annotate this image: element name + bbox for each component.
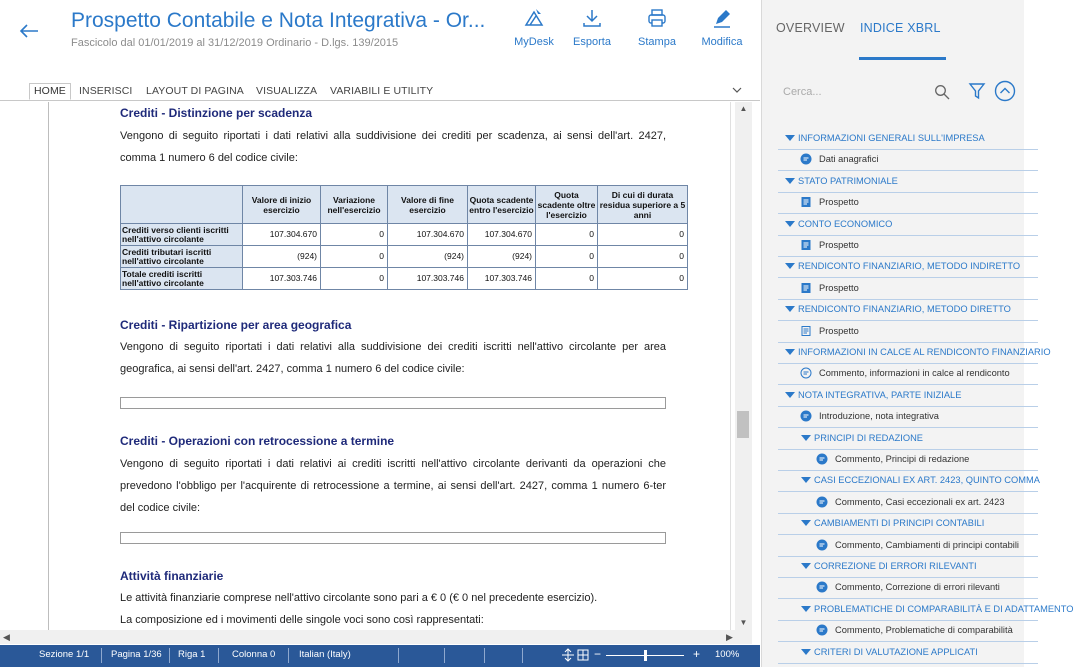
tree-item-label: Prospetto (819, 240, 859, 250)
credits-table (120, 185, 688, 290)
status-separator (218, 648, 219, 663)
section-paragraph: Vengono di seguito riportati i dati relativi ai crediti iscritti nell'attivo circolante derivanti da operazioni che prevedono l'obbligo per l'acquirente di retrocessione a termine, ai sensi dell'art. 2427, comma 1 numero 6-ter del codice civile: (120, 458, 666, 514)
download-icon (580, 6, 604, 30)
table-cell: 107.303.746 (468, 268, 536, 290)
page-left-border (48, 102, 49, 630)
document-editor[interactable] (0, 102, 752, 630)
tree-group-item[interactable] (778, 299, 1038, 321)
table-cell: 107.304.670 (388, 224, 468, 246)
status-separator (169, 648, 170, 663)
comment-icon (816, 581, 828, 593)
scroll-left-arrow-icon[interactable]: ◀ (3, 632, 10, 642)
status-separator (522, 648, 523, 663)
tab-variabili-e-utility[interactable]: VARIABILI E UTILITY (330, 85, 434, 97)
table-column-header: Valore di inizio esercizio (243, 186, 321, 224)
tree-leaf-item[interactable] (778, 149, 1038, 171)
tree-leaf-item[interactable] (778, 235, 1038, 257)
mydesk-icon (522, 6, 546, 30)
section-heading: Attività finanziarie (120, 569, 224, 583)
tree-group-item[interactable] (778, 256, 1038, 278)
document-header (0, 0, 760, 72)
table-cell: 107.303.746 (243, 268, 321, 290)
table-cell: 107.303.746 (388, 268, 468, 290)
tree-leaf-item[interactable] (778, 577, 1038, 599)
section-heading: Crediti - Ripartizione per area geografica (120, 318, 352, 332)
tree-item-label: Commento, informazioni in calce al rendiconto (819, 368, 1010, 378)
mydesk-label: MyDesk (514, 36, 554, 48)
search-icon[interactable] (934, 84, 950, 100)
table-cell: 0 (536, 224, 598, 246)
tree-group-item[interactable] (778, 470, 1038, 492)
table-icon (800, 239, 812, 251)
tree-leaf-item[interactable] (778, 406, 1038, 428)
tree-item-label: Introduzione, nota integrativa (819, 411, 939, 421)
zoom-slider-handle[interactable] (644, 650, 647, 661)
status-separator (288, 648, 289, 663)
tree-item-label: RENDICONTO FINANZIARIO, METODO INDIRETTO (798, 261, 1021, 271)
tree-item-label: Commento, Correzione di errori rilevanti (835, 582, 1000, 592)
table-header-row (121, 186, 688, 224)
xbrl-tree (778, 128, 1074, 667)
section-paragraph: Vengono di seguito riportati i dati relativi alla suddivisione dei crediti iscritti nell'attivo circolante per area geografica, ai sensi dell'art. 2427, comma 1 numero 6 del codice civile: (120, 341, 666, 375)
expand-caret-icon[interactable] (801, 649, 811, 655)
expand-caret-icon[interactable] (801, 563, 811, 569)
expand-caret-icon[interactable] (801, 520, 811, 526)
table-cell: 107.304.670 (468, 224, 536, 246)
zoom-out-button[interactable]: − (594, 647, 602, 661)
export-button[interactable] (562, 6, 622, 48)
scroll-down-arrow-icon[interactable]: ▼ (739, 618, 748, 627)
table-cell: 0 (321, 268, 388, 290)
tree-group-item[interactable] (778, 342, 1051, 364)
tree-item-label: CRITERI DI VALUTAZIONE APPLICATI (814, 647, 978, 657)
zoom-level: 100% (715, 649, 740, 660)
empty-table-placeholder[interactable] (120, 397, 666, 409)
table-icon (800, 282, 812, 294)
tree-item-label: CAMBIAMENTI DI PRINCIPI CONTABILI (814, 518, 985, 528)
tab-inserisci[interactable]: INSERISCI (79, 85, 133, 97)
back-arrow-icon[interactable] (18, 20, 44, 46)
table-cell: 107.304.670 (243, 224, 321, 246)
search-input[interactable]: Cerca... (783, 86, 822, 98)
edit-label: Modifica (701, 36, 743, 48)
tree-group-item[interactable] (778, 642, 1038, 664)
tree-item-label: INFORMAZIONI GENERALI SULL'IMPRESA (798, 133, 985, 143)
comment-icon (816, 496, 828, 508)
expand-caret-icon[interactable] (785, 392, 795, 398)
expand-caret-icon[interactable] (785, 221, 795, 227)
tree-group-item[interactable] (778, 599, 1074, 621)
table-cell: 0 (321, 246, 388, 268)
table-row (121, 268, 688, 290)
filter-icon[interactable] (968, 82, 986, 100)
tree-leaf-item[interactable] (778, 192, 1038, 214)
table-row-label: Totale crediti iscritti nell'attivo circolante (121, 268, 243, 290)
table-icon (800, 196, 812, 208)
table-row-label: Crediti tributari iscritti nell'attivo circolante (121, 246, 243, 268)
table-column-header: Quota scadente entro l'esercizio (468, 186, 536, 224)
tree-item-label: Prospetto (819, 197, 859, 207)
tree-leaf-item[interactable] (778, 278, 1038, 300)
expand-caret-icon[interactable] (801, 477, 811, 483)
tree-item-label: STATO PATRIMONIALE (798, 176, 898, 186)
scroll-right-arrow-icon[interactable]: ▶ (726, 632, 733, 642)
xbrl-index-panel (761, 0, 1074, 667)
table-icon (800, 325, 812, 337)
scroll-up-arrow-icon[interactable]: ▲ (739, 104, 748, 113)
status-bar (0, 645, 760, 667)
tree-item-label: Commento, Cambiamenti di principi contabili (835, 540, 1019, 550)
status-separator (444, 648, 445, 663)
table-cell: 0 (536, 268, 598, 290)
tree-item-label: CASI ECCEZIONALI EX ART. 2423, QUINTO COMMA (814, 475, 1040, 485)
expand-caret-icon[interactable] (801, 606, 811, 612)
table-cell: (924) (243, 246, 321, 268)
tree-leaf-item[interactable] (778, 492, 1038, 514)
table-column-header: Valore di fine esercizio (388, 186, 468, 224)
tab-indice-xbrl[interactable]: INDICE XBRL (860, 21, 941, 35)
expand-caret-icon[interactable] (801, 435, 811, 441)
comment-icon (816, 624, 828, 636)
comment-icon (816, 453, 828, 465)
tree-item-label: CORREZIONE DI ERRORI RILEVANTI (814, 561, 977, 571)
table-cell: 0 (536, 246, 598, 268)
table-column-header: Quota scadente oltre l'esercizio (536, 186, 598, 224)
table-cell: 0 (598, 224, 688, 246)
table-corner-cell (121, 186, 243, 224)
status-section: Sezione 1/1 (39, 649, 90, 660)
table-column-header: Variazione nell'esercizio (321, 186, 388, 224)
table-column-header: Di cui di durata residua superiore a 5 anni (598, 186, 688, 224)
empty-table-placeholder[interactable] (120, 532, 666, 544)
chevron-down-icon[interactable] (732, 85, 742, 98)
tab-visualizza[interactable]: VISUALIZZA (256, 85, 318, 97)
table-row-label: Crediti verso clienti iscritti nell'attivo circolante (121, 224, 243, 246)
tree-leaf-item[interactable] (778, 620, 1038, 642)
section-heading: Crediti - Distinzione per scadenza (120, 106, 313, 120)
tree-group-item[interactable] (778, 513, 1038, 535)
table-row (121, 246, 688, 268)
expand-caret-icon[interactable] (785, 178, 795, 184)
tree-item-label: Prospetto (819, 283, 859, 293)
tree-item-label: CONTO ECONOMICO (798, 219, 893, 229)
tree-group-item[interactable] (778, 214, 1038, 236)
tab-overview[interactable]: OVERVIEW (776, 21, 845, 35)
panel-tabs (762, 0, 1025, 60)
section-paragraph: Le attività finanziarie comprese nell'attivo circolante sono pari a € 0 (€ 0 nel precedente esercizio). (120, 592, 598, 604)
status-separator (484, 648, 485, 663)
tree-group-item[interactable] (778, 385, 1038, 407)
table-cell: 0 (321, 224, 388, 246)
tab-home[interactable]: HOME (29, 83, 71, 100)
vertical-scrollbar[interactable] (735, 102, 752, 630)
status-separator (398, 648, 399, 663)
tree-leaf-item[interactable] (778, 321, 1038, 343)
expand-caret-icon[interactable] (785, 306, 795, 312)
tree-item-label: PRINCIPI DI REDAZIONE (814, 433, 923, 443)
mydesk-button[interactable] (504, 6, 564, 48)
table-cell: 0 (598, 268, 688, 290)
active-tab-indicator (859, 57, 946, 60)
tree-item-label: Prospetto (819, 326, 859, 336)
tree-item-label: Dati anagrafici (819, 154, 879, 164)
section-heading: Crediti - Operazioni con retrocessione a termine (120, 434, 395, 448)
print-icon (645, 6, 669, 30)
tree-leaf-item[interactable] (778, 449, 1038, 471)
print-button[interactable] (627, 6, 687, 48)
page-right-border (730, 102, 731, 630)
table-cell: (924) (468, 246, 536, 268)
tree-group-item[interactable] (778, 428, 1038, 450)
comment-icon (816, 539, 828, 551)
ribbon-tabs (0, 84, 760, 101)
page-subtitle: Fascicolo dal 01/01/2019 al 31/12/2019 Ordinario - D.lgs. 139/2015 (71, 37, 399, 49)
tree-item-label: Commento, Principi di redazione (835, 454, 970, 464)
tree-group-item[interactable] (778, 128, 1038, 150)
status-page: Pagina 1/36 (111, 649, 162, 660)
tree-item-label: PROBLEMATICHE DI COMPARABILITÀ E DI ADATTAMENTO (814, 604, 1074, 614)
status-line: Riga 1 (178, 649, 206, 660)
comment-icon (800, 153, 812, 165)
section-paragraph: Vengono di seguito riportati i dati relativi alla suddivisione dei crediti per scadenza, ai sensi dell'art. 2427, comma 1 numero 6 del codice civile: (120, 130, 666, 164)
expand-caret-icon[interactable] (785, 349, 795, 355)
tab-layout-di-pagina[interactable]: LAYOUT DI PAGINA (146, 85, 244, 97)
page-title: Prospetto Contabile e Nota Integrativa - Or... (71, 9, 486, 32)
horizontal-scrollbar[interactable] (0, 630, 752, 644)
expand-caret-icon[interactable] (785, 135, 795, 141)
vertical-scroll-thumb[interactable] (737, 411, 749, 438)
status-separator (101, 648, 102, 663)
fit-page-icon[interactable] (560, 648, 592, 665)
tree-group-item[interactable] (778, 171, 1038, 193)
status-column: Colonna 0 (232, 649, 276, 660)
comment-icon (800, 410, 812, 422)
export-label: Esporta (573, 36, 611, 48)
pencil-icon (710, 6, 734, 30)
zoom-in-button[interactable]: + (693, 647, 701, 661)
status-language[interactable]: Italian (Italy) (299, 649, 351, 660)
tree-leaf-item[interactable] (778, 535, 1038, 557)
tree-item-label: NOTA INTEGRATIVA, PARTE INIZIALE (798, 390, 962, 400)
tree-leaf-item[interactable] (778, 363, 1038, 385)
collapse-all-icon[interactable] (994, 80, 1016, 102)
table-row (121, 224, 688, 246)
comment-icon (800, 367, 812, 379)
section-paragraph: La composizione ed i movimenti delle singole voci sono così rappresentati: (120, 614, 484, 626)
table-cell: 0 (598, 246, 688, 268)
tree-item-label: INFORMAZIONI IN CALCE AL RENDICONTO FINANZIARIO (798, 347, 1051, 357)
table-cell: (924) (388, 246, 468, 268)
tree-group-item[interactable] (778, 556, 1038, 578)
expand-caret-icon[interactable] (785, 263, 795, 269)
print-label: Stampa (638, 36, 676, 48)
edit-button[interactable] (692, 6, 752, 48)
tree-item-label: Commento, Casi eccezionali ex art. 2423 (835, 497, 1005, 507)
tree-item-label: RENDICONTO FINANZIARIO, METODO DIRETTO (798, 304, 1011, 314)
tree-item-label: Commento, Problematiche di comparabilità (835, 625, 1013, 635)
